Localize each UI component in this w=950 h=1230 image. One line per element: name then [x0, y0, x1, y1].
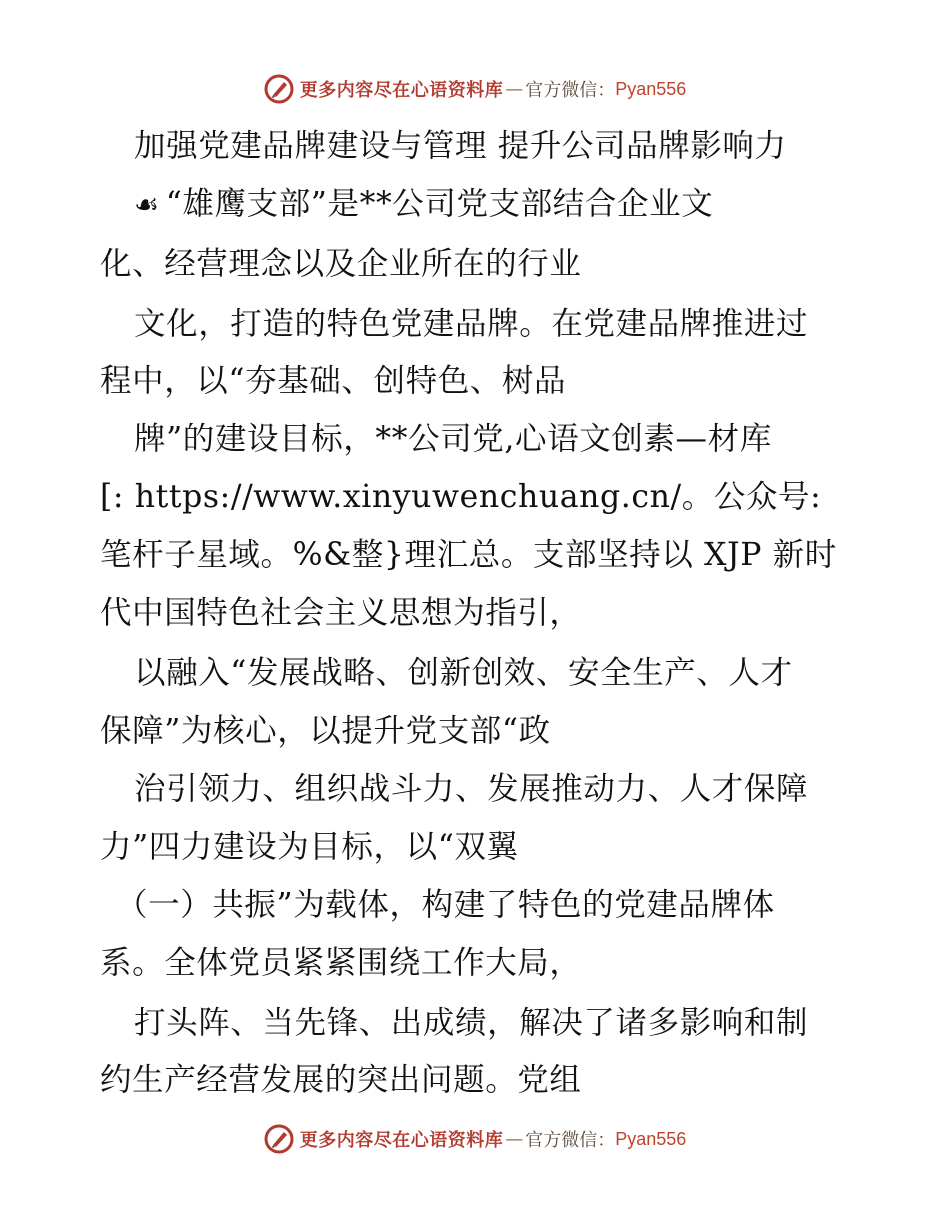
banner-separator: — [505, 1128, 524, 1150]
pen-circle-logo [264, 1124, 294, 1154]
text-line: 代中国特色社会主义思想为指引， [100, 595, 582, 631]
text-line [134, 179, 713, 229]
text-line: 力”四力建设为目标，以“双翼 [100, 829, 519, 865]
floral-ornament-icon: ☙ [134, 188, 160, 221]
text-line: 笔杆子星域。%&整}理汇总。支部坚持以 XJP 新时 [100, 537, 837, 573]
document-title: 加强党建品牌建设与管理 提升公司品牌影响力 [134, 128, 787, 164]
text-line-content: “雄鹰支部”是**公司党支部结合企业文 [165, 186, 714, 222]
header-watermark-banner [0, 72, 950, 106]
text-line: 程中，以“夯基础、创特色、树品 [100, 363, 567, 399]
text-line: 化、经营理念以及企业所在的行业 [100, 246, 582, 282]
text-line: 文化，打造的特色党建品牌。在党建品牌推进过 [134, 306, 809, 342]
text-line: 治引领力、组织战斗力、发展推动力、人才保障 [134, 771, 809, 807]
text-line: 约生产经营发展的突出问题。党组 [100, 1062, 582, 1098]
pen-circle-logo [264, 74, 294, 104]
banner-wechat-id: Pyan556 [615, 1128, 687, 1149]
text-line: 系。全体党员紧紧围绕工作大局， [100, 945, 582, 981]
text-line: 牌”的建设目标，**公司党,心语文创素—材库 [134, 421, 772, 457]
text-line: [: https://www.xinyuwenchuang.cn/。公众号: [100, 479, 822, 515]
banner-wechat-label: 官方微信： [525, 1130, 616, 1151]
text-line: 打头阵、当先锋、出成绩，解决了诸多影响和制 [134, 1005, 809, 1041]
banner-wechat-id: Pyan556 [615, 78, 687, 99]
text-line: （一）共振”为载体，构建了特色的党建品牌体 [116, 887, 775, 923]
banner-promo-text: 更多内容尽在心语资料库 [299, 1130, 504, 1151]
footer-watermark-banner [0, 1122, 950, 1156]
banner-separator: — [505, 78, 524, 100]
text-line: 保障”为核心，以提升党支部“政 [100, 713, 551, 749]
banner-promo-text: 更多内容尽在心语资料库 [299, 80, 504, 101]
text-line: 以融入“发展战略、创新创效、安全生产、人才 [134, 655, 793, 691]
banner-wechat-label: 官方微信： [525, 80, 616, 101]
